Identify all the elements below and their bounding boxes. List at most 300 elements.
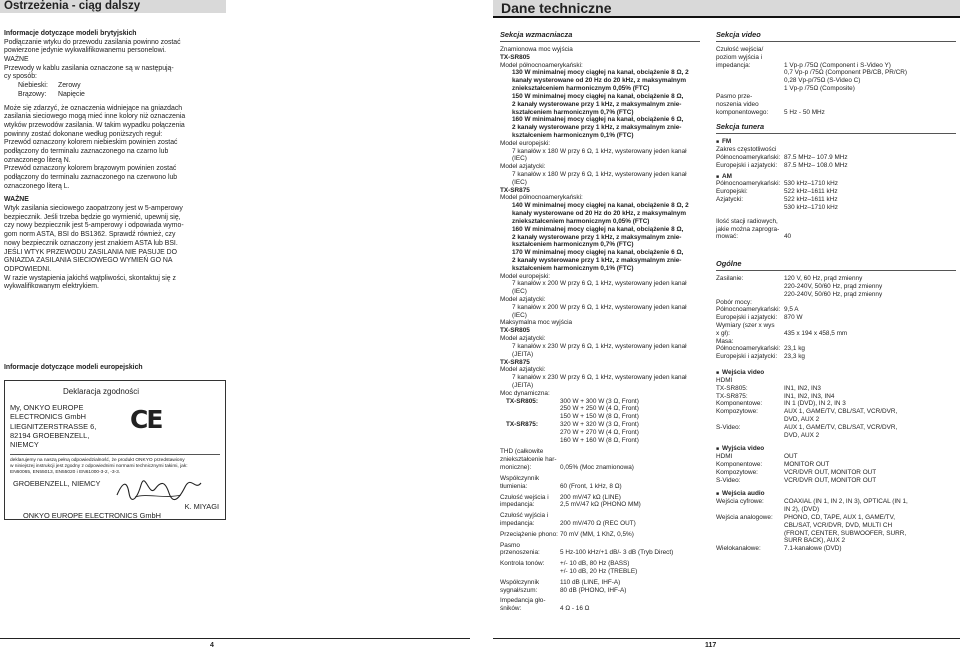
wire-color: Niebieski:	[18, 82, 48, 90]
signature-image	[115, 477, 203, 503]
power-value: 250 W + 250 W (4 Ω, Front)	[560, 405, 639, 413]
spec-label	[716, 393, 784, 401]
spec-value	[784, 345, 805, 353]
spec-label	[716, 498, 784, 514]
spec-label	[716, 453, 784, 461]
spec-row	[500, 579, 700, 595]
value-line: 1 Vp-p /75Ω (Component i S-Video Y)	[784, 61, 891, 69]
spec-label	[716, 385, 784, 393]
spec-value	[784, 424, 897, 432]
spec-label	[716, 218, 784, 241]
label-line: x gł):	[716, 329, 730, 337]
value-line: 7.1-kanałowe (DVD)	[784, 545, 842, 553]
uk-info-section	[4, 30, 226, 292]
spec-value	[784, 469, 876, 477]
value-line: 2,5 mV/47 kΩ (PHONO MM)	[560, 501, 641, 509]
spec-row	[716, 353, 956, 361]
label-line: TX-SR805:	[716, 384, 748, 392]
spec-line: Model północnoamerykański:	[500, 61, 583, 69]
label-line: Pobór mocy:	[716, 298, 752, 306]
spec-line: Maksymalna moc wyjścia	[500, 319, 573, 327]
presets	[716, 218, 956, 241]
value-line: IN1, IN2, IN3	[784, 384, 821, 392]
amplifier-rated-output	[500, 46, 700, 398]
spec-line: 7 kanałów x 230 W przy 6 Ω, 1 kHz, wysterowany jeden kanał	[512, 342, 687, 350]
spec-label	[716, 188, 784, 196]
spec-line: kształceniem harmonicznym 0,1% (FTC)	[512, 264, 634, 272]
label-line: Europejski i azjatycki:	[716, 314, 778, 322]
spec-label	[716, 377, 784, 385]
spec-label	[716, 306, 784, 314]
spec-label	[716, 180, 784, 188]
dynamic-power-row	[500, 398, 700, 421]
spec-line: 7 kanałów x 180 W przy 6 Ω, 1 kHz, wysterowany jeden kanał	[512, 147, 687, 155]
spec-row	[716, 408, 956, 416]
spec-row	[716, 477, 956, 485]
spec-row	[716, 545, 956, 553]
spec-value	[560, 475, 622, 491]
label-line: Pasmo prze-	[716, 92, 753, 100]
text-line: 82194 GROEBENZELL,	[10, 430, 90, 440]
eu-declaration-box	[4, 380, 226, 520]
divider	[10, 454, 220, 455]
footer-rule-left	[0, 638, 470, 639]
spec-row	[716, 424, 956, 432]
spec-line: Model północnoamerykański:	[500, 194, 583, 202]
spec-line: 160 W minimalnej mocy ciągłej na kanał, obciążenie 8 Ω,	[512, 225, 684, 233]
spec-value	[560, 597, 589, 613]
spec-label	[716, 477, 784, 485]
uk-p2	[4, 65, 226, 82]
spec-value	[784, 180, 838, 188]
label-line: Ilość stacji radiowych,	[716, 217, 778, 225]
label-line: Północnoamerykański:	[716, 180, 781, 188]
spec-row	[716, 514, 956, 545]
value-line: 40	[784, 233, 792, 241]
spec-label	[716, 514, 784, 545]
uk-p1	[4, 39, 226, 56]
spec-row	[716, 469, 956, 477]
spec-value	[784, 393, 834, 401]
value-line	[784, 46, 907, 54]
declaration-text	[10, 458, 220, 477]
value-line: 87.5 MHz– 107.9 MHz	[784, 154, 848, 161]
label-line: HDMI	[716, 376, 733, 384]
spec-row	[716, 322, 956, 338]
spec-value	[560, 531, 634, 539]
text-line: powierzone jedynie wykwalifikowanemu personelowi.	[4, 47, 167, 55]
company-name: ONKYO EUROPE ELECTRONICS GmbH	[23, 511, 161, 520]
video-outputs-title: ■ Wyjścia video	[716, 445, 956, 453]
label-line: Azjatycki:	[716, 196, 743, 204]
label-line: Impedancja gło-	[500, 597, 546, 605]
value-line: 530 kHz–1710 kHz	[784, 180, 838, 188]
power-value: 160 W + 160 W (8 Ω, Front)	[560, 436, 639, 444]
value-line	[784, 377, 786, 385]
label-line: Wymiary (szer x wys	[716, 322, 775, 330]
power-value: 300 W + 300 W (3 Ω, Front)	[560, 397, 639, 405]
value-line: COAXIAL (IN 1, IN 2, IN 3), OPTICAL (IN 1,	[784, 498, 908, 506]
spec-value	[784, 46, 907, 93]
spec-label	[500, 579, 560, 595]
label-line: Północnoamerykański:	[716, 306, 781, 314]
value-line: 9,5 A	[784, 306, 799, 314]
value-line: OUT	[784, 453, 798, 461]
value-line: 4 Ω - 16 Ω	[560, 605, 590, 613]
label-line: noszenia video	[716, 100, 759, 108]
label-line: sygnał/szum:	[500, 586, 538, 594]
video-section	[716, 30, 956, 553]
spec-label	[500, 560, 560, 576]
spec-row	[716, 306, 956, 314]
text-line: Może się zdarzyć, że oznaczenia widniejące na gniazdach	[4, 104, 183, 112]
spec-line: Model azjatycki:	[500, 296, 546, 304]
label-line: Komponentowe:	[716, 461, 763, 469]
power-value: 270 W + 270 W (4 Ω, Front)	[560, 428, 639, 436]
spec-value	[784, 377, 786, 385]
value-line: IN 1 (DVD), IN 2, IN 3	[784, 400, 846, 408]
label-line: Masa:	[716, 337, 734, 345]
wire-row	[4, 91, 226, 100]
uk-p4	[4, 205, 226, 292]
spec-row	[716, 498, 956, 514]
spec-line: 7 kanałów x 200 W przy 6 Ω, 1 kHz, wysterowany jeden kanał	[512, 280, 687, 288]
text-line: Przewód oznaczony kolorem brązowym powinien zostać	[4, 165, 177, 173]
spec-label	[716, 345, 784, 353]
spec-value	[784, 196, 838, 204]
spec-value	[784, 299, 786, 307]
label-line: Czułość wejścia i	[500, 493, 549, 501]
spec-label	[716, 408, 784, 416]
label-line: mować:	[716, 233, 739, 241]
label-line: impedancja:	[716, 61, 751, 69]
spec-row	[716, 338, 956, 346]
spec-value	[784, 306, 799, 314]
value-line	[784, 338, 786, 346]
spec-row	[716, 385, 956, 393]
spec-row	[500, 512, 700, 528]
value-line: VCR/DVR OUT, MONITOR OUT	[784, 476, 877, 484]
warning-label: WAŻNE	[4, 56, 29, 64]
spec-value	[784, 408, 897, 416]
label-line: S-Video:	[716, 423, 741, 431]
value-line	[784, 54, 907, 62]
value-line: CBL/SAT, VCR/DVR, DVD, MULTI CH	[784, 521, 893, 529]
dynamic-power-row	[500, 421, 700, 444]
spec-line: Model azjatycki:	[500, 163, 546, 171]
spec-label	[716, 353, 784, 361]
spec-value	[784, 400, 846, 408]
spec-line: TX-SR805	[500, 327, 530, 335]
warning-label: WAŻNE	[4, 196, 29, 204]
spec-label	[716, 424, 784, 432]
text-line: cy sposób:	[4, 73, 37, 81]
value-line	[784, 226, 791, 234]
label-line: Wielokanałowe:	[716, 545, 761, 553]
value-line: VCR/DVR OUT, MONITOR OUT	[784, 468, 877, 476]
value-line: 870 W	[784, 314, 803, 322]
spec-row	[716, 400, 956, 408]
value-line	[784, 322, 847, 330]
value-line: 23,1 kg	[784, 345, 805, 353]
wire-colors	[4, 82, 226, 99]
model-label: TX-SR875:	[506, 421, 538, 429]
label-line: Europejski i azjatycki:	[716, 161, 778, 169]
spec-row	[716, 162, 956, 170]
spec-line: (IEC)	[512, 178, 527, 186]
spec-value	[784, 314, 802, 322]
value-line: 522 kHz–1611 kHz	[784, 196, 838, 204]
label-line: Północnoamerykański:	[716, 154, 781, 161]
label-line: moniczne):	[500, 464, 532, 472]
value-line: 5 Hz - 50 MHz	[784, 108, 825, 116]
label-line: jakie można zaprogra-	[716, 225, 780, 233]
uk-p3	[4, 105, 226, 192]
spec-value	[784, 93, 825, 116]
text-line: Przewody w kablu zasilania oznaczone są w następują-	[4, 64, 174, 72]
spec-label	[716, 299, 784, 307]
spec-line: 170 W minimalnej mocy ciągłej na kanał, obciążenie 6 Ω,	[512, 249, 684, 257]
spec-label	[716, 545, 784, 553]
audio-inputs-title: ■ Wejścia audio	[716, 490, 956, 498]
amplifier-section-title: Sekcja wzmacniacza	[500, 30, 700, 42]
text-line: oznaczonego literą L.	[4, 182, 70, 190]
spec-value	[560, 494, 641, 510]
spec-value	[784, 188, 838, 196]
spec-line: Model europejski:	[500, 272, 551, 280]
spec-label	[500, 494, 560, 510]
footer-rule-right	[493, 638, 960, 639]
spec-value	[784, 514, 906, 545]
label-line: S-Video:	[716, 476, 741, 484]
spec-line: kształceniem harmonicznym 0,1% (FTC)	[512, 131, 634, 139]
value-line: 0,7 Vp-p /75Ω (Component PB/CB, PR/CR)	[784, 69, 908, 77]
spec-row	[500, 448, 700, 471]
text-line: podłączony do terminalu zaznaczonego na czerwono lub	[4, 174, 178, 181]
spec-line: 140 W minimalnej mocy ciągłej na kanał, obciążenie 8 Ω, 2	[512, 202, 689, 210]
label-line: Wejścia analogowe:	[716, 513, 773, 521]
text-line: My, ONKYO EUROPE	[10, 403, 84, 412]
spec-label	[500, 448, 560, 471]
video-inputs	[716, 377, 956, 440]
value-line: AUX 1, GAME/TV, CBL/SAT, VCR/DVR,	[784, 408, 898, 416]
value-line: AUX 1, GAME/TV, CBL/SAT, VCR/DVR,	[784, 423, 898, 431]
label-line: przenoszenia:	[500, 549, 540, 557]
label-line: Pasmo	[500, 541, 520, 549]
spec-line: 7 kanałów x 230 W przy 6 Ω, 1 kHz, wysterowany jeden kanał	[512, 374, 687, 382]
text-line: Podłączanie wtyku do przewodu zasilania powinno zostać	[4, 38, 181, 46]
value-line	[784, 299, 786, 307]
spec-value	[560, 448, 634, 471]
value-line: IN1, IN2, IN3, IN4	[784, 392, 835, 400]
spec-row	[716, 188, 956, 196]
spec-value	[560, 560, 637, 576]
label-line: śników:	[500, 605, 522, 613]
dynamic-power	[500, 398, 700, 445]
spec-value	[784, 498, 908, 514]
label-line: impedancja:	[500, 501, 535, 509]
value-line: 0,05% (Moc znamionowa)	[560, 464, 634, 472]
amplifier-section	[500, 30, 700, 613]
label-line: Współczynnik	[500, 578, 540, 586]
value-line: DVD, AUX 2	[784, 431, 820, 439]
value-line: SURR BACK), AUX 2	[784, 537, 846, 545]
text-line: powinny zostać dokonane według poniższych reguł:	[4, 130, 163, 138]
value-line	[784, 101, 825, 109]
spec-row	[500, 560, 700, 576]
spec-line: kształceniem harmonicznym 0,7% (FTC)	[512, 241, 634, 249]
text-line: czy nowy bezpiecznik jest 5-amperowy i odpowiada wymo-	[4, 222, 184, 230]
spec-line: Znamionowa moc wyjścia	[500, 46, 573, 54]
value-line: IN 2), (DVD)	[784, 506, 820, 514]
spec-line: TX-SR805	[500, 53, 530, 61]
spec-value	[784, 461, 829, 469]
spec-line: 160 W minimalnej mocy ciągłej na kanał, obciążenie 6 Ω,	[512, 116, 684, 124]
spec-value	[784, 353, 805, 361]
label-line: Wejścia cyfrowe:	[716, 498, 764, 506]
label-line: poziom wyjścia i	[716, 53, 763, 61]
spec-label	[500, 531, 560, 539]
value-line: 220-240V, 50/60 Hz, prąd zmienny	[784, 290, 883, 298]
value-line: 23,3 kg	[784, 353, 805, 361]
video-inputs-title: ■ Wejścia video	[716, 369, 956, 377]
spec-line: TX-SR875	[500, 186, 530, 194]
label-line: Kompozytowe:	[716, 408, 758, 416]
spec-value	[784, 545, 842, 553]
text-line: gom norm ASTA, BSI do BS1362. Sprawdź również, czy	[4, 231, 176, 239]
spec-label	[716, 154, 784, 162]
spec-value	[784, 338, 786, 346]
spec-line: (IEC)	[512, 288, 527, 296]
value-line: 530 kHz–1710 kHz	[784, 203, 838, 211]
spec-label	[716, 432, 784, 440]
value-line: 522 kHz–1611 kHz	[784, 188, 838, 196]
right-page-header: Dane techniczne	[493, 0, 960, 16]
text-line: W razie wystąpienia jakichś wątpliwości, skontaktuj się z	[4, 274, 176, 282]
spec-line: 2 kanały wysterowane przy 1 kHz, z maksymalnym znie-	[512, 256, 682, 264]
text-line: w niniejszej instrukcji jest zgodny z odpowiednimi normami technicznymi takimi, jak:	[10, 464, 188, 470]
spec-row	[500, 542, 700, 558]
value-line: 1 Vp-p /75Ω (Composite)	[784, 85, 855, 93]
label-line: Europejski i azjatycki:	[716, 353, 778, 361]
spec-line: kanały wysterowane od 20 Hz do 20 kHz, z maksymalnym	[512, 77, 687, 85]
am-label: ■ AM	[716, 173, 956, 181]
value-line: 220-240V, 50/60 Hz, prąd zmienny	[784, 282, 883, 290]
spec-line: (IEC)	[512, 155, 527, 163]
model-label: TX-SR805:	[506, 397, 538, 405]
spec-label	[716, 275, 784, 298]
text-line: bezpiecznik. Jeśli trzeba będzie go wymienić, upewnij się,	[4, 213, 181, 221]
spec-row	[716, 377, 956, 385]
spec-label	[500, 597, 560, 613]
text-line: LIEGNITZERSTRASSE 6,	[10, 421, 97, 431]
value-line: PHONO, CD, TAPE, AUX 1, GAME/TV,	[784, 513, 896, 521]
text-line: NIEMCY	[10, 440, 39, 450]
spec-row	[716, 314, 956, 322]
eu-info-title: Informacje dotyczące modeli europejskich	[4, 364, 143, 371]
label-line: HDMI	[716, 453, 733, 461]
video-section-title: Sekcja video	[716, 30, 956, 42]
wire-function: Napięcie	[58, 90, 85, 98]
text-line: EN60065, EN55013, EN55020 i EN61000-3-2, -3-3.	[10, 470, 121, 476]
spec-value	[560, 512, 636, 528]
text-line: deklarujemy na naszą pełną odpowiedzialność, że produkt ONKYO przedstawiony	[10, 458, 185, 463]
value-line: 200 mV/47 kΩ (LINE)	[560, 493, 621, 501]
power-value: 150 W + 150 W (8 Ω, Front)	[560, 413, 639, 421]
value-line: 87.5 MHz– 108.0 MHz	[784, 161, 848, 169]
spec-row	[500, 494, 700, 510]
wire-function: Zerowy	[58, 82, 81, 90]
label-line: Kontrola tonów:	[500, 560, 545, 568]
spec-value	[784, 432, 819, 440]
spec-line: kanały wysterowane od 20 Hz do 20 kHz, z maksymalnym	[512, 210, 687, 218]
spec-value	[560, 542, 673, 558]
spec-label	[716, 162, 784, 170]
spec-label	[716, 46, 784, 93]
spec-line: Model azjatycki:	[500, 366, 546, 374]
spec-line: (IEC)	[512, 311, 527, 319]
label-line: tłumienia:	[500, 482, 528, 490]
audio-inputs	[716, 498, 956, 553]
video-outputs	[716, 453, 956, 484]
value-line: DVD, AUX 2	[784, 415, 820, 423]
text-line: Przewód oznaczony kolorem niebieskim powinien zostać	[4, 139, 178, 147]
label-line: Współczynnik	[500, 474, 540, 482]
general-section-title: Ogólne	[716, 259, 956, 271]
spec-row	[500, 597, 700, 613]
label-line: TX-SR875:	[716, 392, 748, 400]
spec-row	[716, 416, 956, 424]
spec-line: 7 kanałów x 180 W przy 6 Ω, 1 kHz, wysterowany jeden kanał	[512, 171, 687, 179]
text-line: GNIAZDA ZASILANIA SIECIOWEGO WYMIEŃ GO NA	[4, 257, 173, 265]
spec-label	[500, 475, 560, 491]
left-page-header: Ostrzeżenia - ciąg dalszy	[0, 0, 226, 13]
spec-row	[716, 461, 956, 469]
label-line: Północnoamerykański:	[716, 345, 781, 353]
spec-value	[784, 275, 882, 298]
spec-row	[716, 218, 956, 241]
spec-line: zniekształceniem harmonicznym 0,05% (FTC)	[512, 85, 650, 93]
value-line: +/- 10 dB, 80 Hz (BASS)	[560, 560, 630, 568]
spec-line: zniekształceniem harmonicznym 0,05% (FTC)	[512, 217, 650, 225]
text-line: nowy bezpiecznik oznaczony jest znakiem ASTA lub BSI.	[4, 239, 178, 247]
value-line	[784, 218, 791, 226]
tuner-section-title: Sekcja tunera	[716, 122, 956, 134]
value-line	[784, 93, 825, 101]
value-line: 200 mV/470 Ω (REC OUT)	[560, 519, 636, 527]
spec-line: 2 kanały wysterowane przy 1 kHz, z maksymalnym znie-	[512, 100, 682, 108]
spec-line: 2 kanały wysterowane przy 1 kHz, z maksymalnym znie-	[512, 233, 682, 241]
spec-value	[784, 322, 847, 338]
page-number-right: 117	[705, 642, 717, 649]
text-line: zasilania sieciowego mogą mieć inne kolory niż oznaczenia	[4, 113, 186, 121]
amplifier-specs	[500, 448, 700, 613]
spec-value	[784, 154, 848, 162]
label-line: impedancja:	[500, 519, 535, 527]
spec-row	[716, 275, 956, 298]
spec-line: kształceniem harmonicznym 0,7% (FTC)	[512, 108, 634, 116]
text-line: oznaczonego literą N.	[4, 156, 71, 164]
spec-row	[716, 46, 956, 93]
spec-row	[716, 345, 956, 353]
spec-value	[784, 477, 876, 485]
spec-row	[716, 196, 956, 204]
spec-label	[716, 322, 784, 338]
label-line: Czułość wyjścia i	[500, 512, 549, 520]
spec-value	[784, 416, 819, 424]
spec-line: 130 W minimalnej mocy ciągłej na kanał, obciążenie 8 Ω, 2	[512, 69, 689, 77]
spec-label	[716, 314, 784, 322]
